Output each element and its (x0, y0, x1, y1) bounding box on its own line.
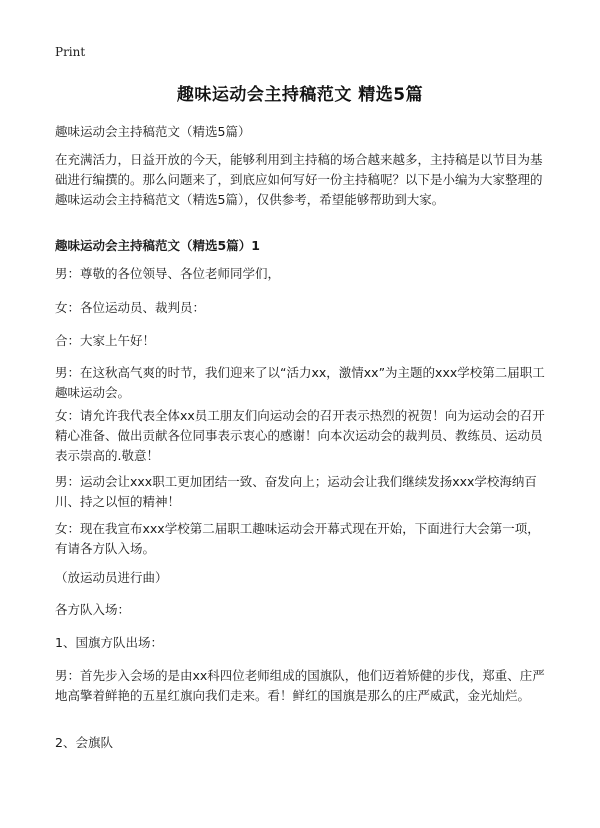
paragraph-congratulations: 女：请允许我代表全体xx员工朋友们向运动会的召开表示热烈的祝贺！向为运动会的召开精心准备、做出贡献各位同事表示衷心的感谢！向本次运动会的裁判员、教练员、运动员表示崇高的.敬意！ (55, 408, 545, 463)
paragraph-theme: 男：在这秋高气爽的时节，我们迎来了以“活力xx，激情xx”为主题的xxx学校第二届职工趣味运动会。 (55, 365, 545, 400)
paragraph-opening: 女：现在我宣布xxx学校第二届职工趣味运动会开幕式现在开始，下面进行大会第一项，有请各方队入场。 (55, 521, 540, 556)
paragraph-teams-enter: 各方队入场： (55, 602, 131, 617)
paragraph-music: （放运动员进行曲） (55, 570, 168, 585)
paragraph-greeting-male: 男：尊敬的各位领导、各位老师同学们， (55, 266, 281, 281)
document-subtitle: 趣味运动会主持稿范文（精选5篇） (55, 124, 251, 139)
section-heading: 趣味运动会主持稿范文（精选5篇）1 (55, 238, 260, 253)
paragraph-flag-team-heading: 1、国旗方队出场： (55, 635, 163, 650)
paragraph-greeting-together: 合：大家上午好！ (55, 333, 156, 348)
paragraph-meeting-flag-heading: 2、会旗队 (55, 735, 113, 750)
intro-paragraph: 在充满活力，日益开放的今天，能够利用到主持稿的场合越来越多，主持稿是以节目为基础进行编撰的。那么问题来了，到底应如何写好一份主持稿呢？以下是小编为大家整理的趣味运动会主持稿范文（精选5篇），仅供参考，希望能够帮助到大家。 (55, 152, 543, 207)
paragraph-greeting-female: 女：各位运动员、裁判员： (55, 300, 206, 315)
print-label: Print (55, 45, 86, 59)
paragraph-spirit: 男：运动会让xxx职工更加团结一致、奋发向上；运动会让我们继续发扬xxx学校海纳百川、持之以恒的精神！ (55, 474, 537, 509)
document-title: 趣味运动会主持稿范文 精选5篇 (176, 85, 424, 105)
paragraph-flag-team: 男：首先步入会场的是由xx科四位老师组成的国旗队，他们迈着矫健的步伐，郑重、庄严地高擎着鲜艳的五星红旗向我们走来。看！鲜红的国旗是那么的庄严威武，金光灿烂。 (55, 668, 545, 703)
